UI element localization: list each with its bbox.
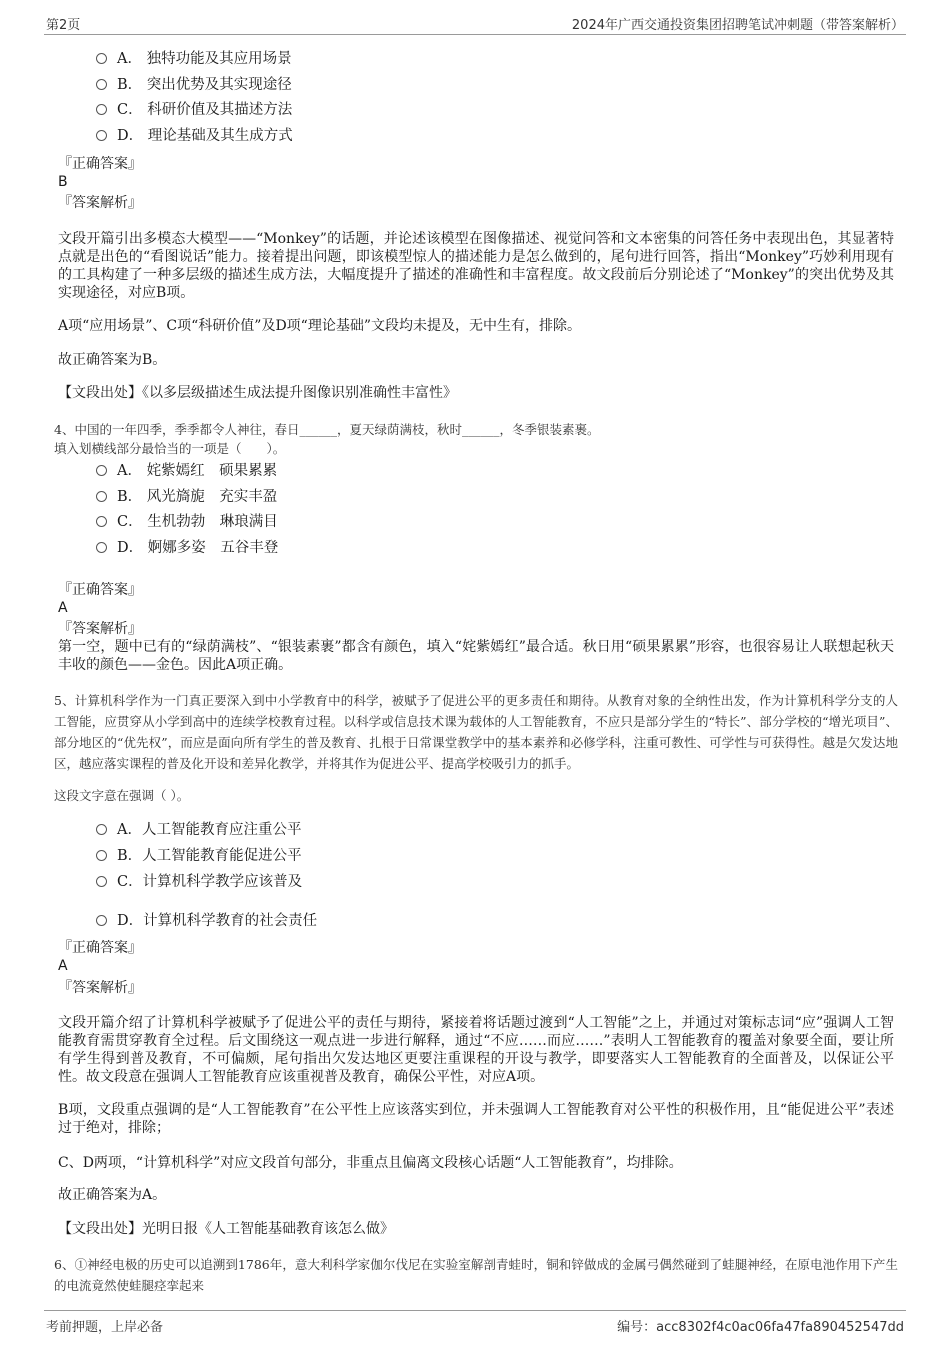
q5-analysis-paragraph: B项，文段重点强调的是“人工智能教育”在公平性上应该落实到位，并未强调人工智能教育对公平性的积极作用，且“能促进公平”表述过于绝对，排除；: [58, 1102, 894, 1136]
q5-answer: A: [58, 958, 68, 974]
q4-answer: A: [58, 600, 68, 616]
q3-analysis-paragraph: 文段开篇引出多模态大模型——“Monkey”的话题，并论述该模型在图像描述、视觉问答和文本密集的问答任务中表现出色，其显著特点就是出色的“看图说话”能力。接着提出问题，即该模型惊人的描述能力是怎么做到的，尾句进行回答，指出“Monkey”巧妙利用现有的工具构建了一种多层级的描述生成方法，大幅度提升了描述的准确性和丰富程度。故文段前后分别论述了“Monkey”的突出优势及其实现途径，对应B项。: [58, 231, 894, 301]
q3-analysis-paragraph: A项“应用场景”、C项“科研价值”及D项“理论基础”文段均未提及，无中生有，排除。: [58, 318, 581, 334]
q3-option-a[interactable]: A． 独特功能及其应用场景: [96, 49, 292, 69]
document-code: 编号：acc8302f4c0ac06fa47fa890452547dd: [617, 1320, 904, 1335]
q6-stem: 6、①神经电极的历史可以追溯到1786年，意大利科学家伽尔伐尼在实验室解剖青蛙时，铜和锌做成的金属弓偶然碰到了蛙腿神经，在原电池作用下产生的电流竟然使蛙腿痉挛起来: [54, 1257, 898, 1293]
radio-icon: [96, 516, 107, 527]
q5-analysis-paragraph: C、D两项，“计算机科学”对应文段首句部分，非重点且偏离文段核心话题“人工智能教育”，均排除。: [58, 1155, 683, 1171]
page-number: 第2页: [46, 18, 81, 33]
q5-stem: 5、计算机科学作为一门真正要深入到中小学教育中的科学，被赋予了促进公平的更多责任和期待。从教育对象的全纳性出发，作为计算机科学分支的人工智能，应贯穿从小学到高中的连续学校教育过程。以科学或信息技术课为载体的人工智能教育，不应只是部分学生的“特长”、部分学校的“增光项目”、部分地区的“优先权”，而应是面向所有学生的普及教育、扎根于日常课堂教学中的基本素养和必修学科，注重可教性、可学性与可获得性。越是欠发达地区，越应落实课程的普及化开设和差异化教学，并将其作为促进公平、提高学校吸引力的抓手。: [54, 693, 898, 771]
q5-option-a[interactable]: A．人工智能教育应注重公平: [96, 820, 301, 840]
q5-source: 【文段出处】光明日报《人工智能基础教育该怎么做》: [58, 1221, 394, 1237]
radio-icon: [96, 79, 107, 90]
q4-option-a[interactable]: A． 姹紫嫣红 硕果累累: [96, 461, 277, 481]
radio-icon: [96, 465, 107, 476]
q3-option-b[interactable]: B． 突出优势及其实现途径: [96, 75, 292, 95]
q3-analysis-label: 『答案解析』: [58, 195, 142, 211]
q3-answer-label: 『正确答案』: [58, 156, 142, 172]
q5-analysis-paragraph: 文段开篇介绍了计算机科学被赋予了促进公平的责任与期待，紧接着将话题过渡到“人工智能”之上，并通过对策标志词“应”强调人工智能教育需贯穿教育全过程。后文围绕这一观点进一步进行解释，通过“不应……而应……”表明人工智能教育的覆盖对象要全面，要让所有学生得到普及教育，不可偏颇，尾句指出欠发达地区更要注重课程的开设与教学，即要落实人工智能教育的全面普及，以保证公平性。故文段意在强调人工智能教育应该重视普及教育，确保公平性，对应A项。: [58, 1015, 894, 1085]
page-header: [44, 14, 906, 35]
q4-analysis-paragraph: 第一空，题中已有的“绿荫满枝”、“银装素裹”都含有颜色，填入“姹紫嫣红”最合适。秋日用“硕果累累”形容，也很容易让人联想起秋天丰收的颜色——金色。因此A项正确。: [58, 639, 894, 673]
q5-prompt: 这段文字意在强调（ ）。: [54, 788, 190, 803]
q4-prompt: 填入划横线部分最恰当的一项是（ ）。: [54, 441, 286, 456]
radio-icon: [96, 53, 107, 64]
q4-answer-label: 『正确答案』: [58, 582, 142, 598]
q3-analysis-paragraph: 故正确答案为B。: [58, 352, 167, 368]
radio-icon: [96, 491, 107, 502]
radio-icon: [96, 824, 107, 835]
q3-answer: B: [58, 174, 68, 190]
q3-option-d[interactable]: D． 理论基础及其生成方式: [96, 126, 293, 146]
radio-icon: [96, 104, 107, 115]
q4-analysis-label: 『答案解析』: [58, 621, 142, 637]
q5-option-b[interactable]: B．人工智能教育能促进公平: [96, 846, 302, 866]
footer-slogan: 考前押题，上岸必备: [46, 1320, 164, 1335]
q5-answer-label: 『正确答案』: [58, 940, 142, 956]
q5-analysis-paragraph: 故正确答案为A。: [58, 1187, 167, 1203]
radio-icon: [96, 915, 107, 926]
q3-source: 【文段出处】《以多层级描述生成法提升图像识别准确性丰富性》: [58, 385, 457, 401]
q4-option-c[interactable]: C． 生机勃勃 琳琅满目: [96, 512, 278, 532]
radio-icon: [96, 850, 107, 861]
q4-stem: 4、中国的一年四季，季季都令人神往，春日______，夏天绿荫满枝，秋时______，冬季银装素裹。: [54, 422, 600, 437]
page-footer: [44, 1310, 906, 1333]
document-title: 2024年广西交通投资集团招聘笔试冲刺题（带答案解析）: [571, 18, 904, 33]
q5-analysis-label: 『答案解析』: [58, 980, 142, 996]
q5-option-d[interactable]: D．计算机科学教育的社会责任: [96, 911, 317, 931]
radio-icon: [96, 542, 107, 553]
q4-option-b[interactable]: B． 风光旖旎 充实丰盈: [96, 487, 277, 507]
q4-option-d[interactable]: D． 婀娜多姿 五谷丰登: [96, 538, 278, 558]
q5-option-c[interactable]: C．计算机科学教学应该普及: [96, 872, 302, 892]
radio-icon: [96, 876, 107, 887]
q3-option-c[interactable]: C． 科研价值及其描述方法: [96, 100, 292, 120]
radio-icon: [96, 130, 107, 141]
